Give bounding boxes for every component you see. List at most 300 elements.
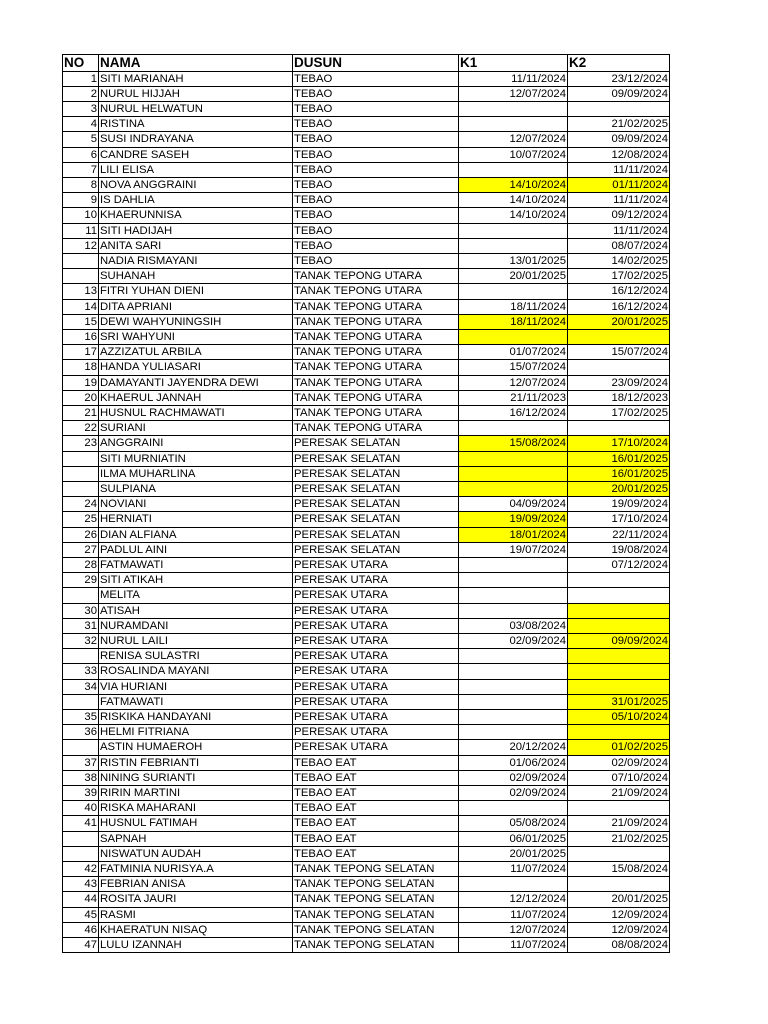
cell-nama[interactable]: NURUL HIJJAH — [99, 86, 293, 101]
cell-no[interactable]: 45 — [63, 907, 99, 922]
cell-nama[interactable]: KHAERUNNISA — [99, 208, 293, 223]
cell-nama[interactable]: NOVIANI — [99, 497, 293, 512]
cell-k1[interactable]: 14/10/2024 — [459, 177, 568, 192]
cell-k2[interactable]: 15/07/2024 — [568, 345, 670, 360]
cell-k2[interactable]: 21/02/2025 — [568, 117, 670, 132]
cell-nama[interactable]: AZZIZATUL ARBILA — [99, 345, 293, 360]
cell-k2[interactable]: 19/08/2024 — [568, 542, 670, 557]
cell-dusun[interactable]: TEBAO EAT — [293, 770, 459, 785]
cell-no[interactable]: 20 — [63, 390, 99, 405]
cell-no[interactable]: 46 — [63, 922, 99, 937]
cell-nama[interactable]: DITA APRIANI — [99, 299, 293, 314]
cell-nama[interactable]: PADLUL AINI — [99, 542, 293, 557]
cell-no[interactable]: 29 — [63, 573, 99, 588]
cell-nama[interactable]: SRI WAHYUNI — [99, 329, 293, 344]
cell-dusun[interactable]: PERESAK SELATAN — [293, 481, 459, 496]
cell-k1[interactable] — [459, 481, 568, 496]
cell-no[interactable]: 6 — [63, 147, 99, 162]
cell-k1[interactable] — [459, 603, 568, 618]
header-dusun[interactable]: DUSUN — [293, 55, 459, 72]
cell-k1[interactable] — [459, 877, 568, 892]
cell-k1[interactable]: 12/07/2024 — [459, 86, 568, 101]
cell-nama[interactable]: SUSI INDRAYANA — [99, 132, 293, 147]
cell-no[interactable]: 16 — [63, 329, 99, 344]
cell-nama[interactable]: ILMA MUHARLINA — [99, 466, 293, 481]
cell-k1[interactable]: 03/08/2024 — [459, 618, 568, 633]
cell-k1[interactable] — [459, 801, 568, 816]
cell-nama[interactable]: RIRIN MARTINI — [99, 786, 293, 801]
cell-k1[interactable]: 11/11/2024 — [459, 71, 568, 86]
cell-dusun[interactable]: TANAK TEPONG UTARA — [293, 314, 459, 329]
cell-no[interactable]: 31 — [63, 618, 99, 633]
cell-dusun[interactable]: TANAK TEPONG SELATAN — [293, 892, 459, 907]
cell-k2[interactable]: 01/11/2024 — [568, 177, 670, 192]
cell-k2[interactable]: 07/10/2024 — [568, 770, 670, 785]
cell-k1[interactable] — [459, 558, 568, 573]
cell-nama[interactable]: ATISAH — [99, 603, 293, 618]
cell-k2[interactable]: 21/02/2025 — [568, 831, 670, 846]
cell-nama[interactable]: SAPNAH — [99, 831, 293, 846]
cell-dusun[interactable]: TANAK TEPONG SELATAN — [293, 862, 459, 877]
cell-k1[interactable]: 01/07/2024 — [459, 345, 568, 360]
cell-nama[interactable]: MELITA — [99, 588, 293, 603]
cell-no[interactable]: 35 — [63, 710, 99, 725]
cell-nama[interactable]: FEBRIAN ANISA — [99, 877, 293, 892]
cell-no[interactable]: 3 — [63, 101, 99, 116]
cell-no[interactable]: 28 — [63, 558, 99, 573]
cell-k1[interactable] — [459, 329, 568, 344]
table-row — [63, 132, 670, 147]
cell-no[interactable]: 38 — [63, 770, 99, 785]
cell-k2[interactable] — [568, 679, 670, 694]
cell-dusun[interactable]: TANAK TEPONG UTARA — [293, 345, 459, 360]
cell-no[interactable]: 5 — [63, 132, 99, 147]
cell-k2[interactable]: 14/02/2025 — [568, 253, 670, 268]
cell-nama[interactable]: SITI HADIJAH — [99, 223, 293, 238]
cell-nama[interactable]: IS DAHLIA — [99, 193, 293, 208]
cell-k1[interactable] — [459, 238, 568, 253]
cell-k1[interactable] — [459, 223, 568, 238]
cell-k1[interactable]: 14/10/2024 — [459, 193, 568, 208]
cell-k1[interactable] — [459, 101, 568, 116]
cell-k2[interactable]: 09/09/2024 — [568, 86, 670, 101]
cell-no[interactable]: 30 — [63, 603, 99, 618]
cell-k1[interactable] — [459, 694, 568, 709]
cell-no[interactable]: 10 — [63, 208, 99, 223]
cell-k1[interactable] — [459, 679, 568, 694]
cell-dusun[interactable]: PERESAK UTARA — [293, 558, 459, 573]
cell-dusun[interactable]: TEBAO — [293, 253, 459, 268]
cell-k1[interactable] — [459, 649, 568, 664]
cell-k1[interactable]: 06/01/2025 — [459, 831, 568, 846]
cell-nama[interactable]: DEWI WAHYUNINGSIH — [99, 314, 293, 329]
cell-nama[interactable]: ASTIN HUMAEROH — [99, 740, 293, 755]
cell-no[interactable]: 42 — [63, 862, 99, 877]
cell-k1[interactable] — [459, 725, 568, 740]
cell-k2[interactable]: 17/10/2024 — [568, 436, 670, 451]
cell-no[interactable]: 44 — [63, 892, 99, 907]
cell-no[interactable] — [63, 694, 99, 709]
cell-dusun[interactable]: TANAK TEPONG UTARA — [293, 390, 459, 405]
cell-k1[interactable]: 18/01/2024 — [459, 527, 568, 542]
cell-k2[interactable]: 23/12/2024 — [568, 71, 670, 86]
cell-no[interactable]: 13 — [63, 284, 99, 299]
cell-nama[interactable]: SITI MARIANAH — [99, 71, 293, 86]
cell-k2[interactable] — [568, 877, 670, 892]
cell-nama[interactable]: SUHANAH — [99, 269, 293, 284]
cell-no[interactable]: 26 — [63, 527, 99, 542]
cell-nama[interactable]: NOVA ANGGRAINI — [99, 177, 293, 192]
cell-no[interactable]: 27 — [63, 542, 99, 557]
cell-k1[interactable]: 20/01/2025 — [459, 269, 568, 284]
table-row — [63, 801, 670, 816]
cell-no[interactable] — [63, 846, 99, 861]
cell-k1[interactable]: 12/07/2024 — [459, 132, 568, 147]
cell-k1[interactable]: 02/09/2024 — [459, 770, 568, 785]
cell-k1[interactable]: 01/06/2024 — [459, 755, 568, 770]
cell-k1[interactable]: 12/12/2024 — [459, 892, 568, 907]
cell-k1[interactable]: 05/08/2024 — [459, 816, 568, 831]
cell-no[interactable]: 36 — [63, 725, 99, 740]
cell-no[interactable]: 11 — [63, 223, 99, 238]
cell-nama[interactable]: KHAERATUN NISAQ — [99, 922, 293, 937]
cell-no[interactable]: 4 — [63, 117, 99, 132]
cell-k1[interactable]: 12/07/2024 — [459, 375, 568, 390]
cell-dusun[interactable]: PERESAK UTARA — [293, 603, 459, 618]
header-nama[interactable]: NAMA — [99, 55, 293, 72]
cell-no[interactable]: 15 — [63, 314, 99, 329]
cell-no[interactable] — [63, 649, 99, 664]
cell-nama[interactable]: ROSITA JAURI — [99, 892, 293, 907]
cell-k2[interactable]: 09/09/2024 — [568, 132, 670, 147]
cell-k1[interactable]: 11/07/2024 — [459, 938, 568, 953]
cell-k2[interactable]: 11/11/2024 — [568, 193, 670, 208]
cell-no[interactable]: 2 — [63, 86, 99, 101]
cell-no[interactable]: 39 — [63, 786, 99, 801]
cell-k2[interactable]: 17/02/2025 — [568, 269, 670, 284]
cell-k2[interactable] — [568, 649, 670, 664]
header-k2[interactable]: K2 — [568, 55, 670, 72]
cell-k1[interactable] — [459, 710, 568, 725]
table-row — [63, 405, 670, 420]
cell-k2[interactable]: 12/08/2024 — [568, 147, 670, 162]
cell-dusun[interactable]: PERESAK UTARA — [293, 618, 459, 633]
cell-dusun[interactable]: TEBAO EAT — [293, 831, 459, 846]
cell-k2[interactable]: 08/07/2024 — [568, 238, 670, 253]
cell-k2[interactable] — [568, 101, 670, 116]
cell-dusun[interactable]: TEBAO — [293, 101, 459, 116]
cell-nama[interactable]: SURIANI — [99, 421, 293, 436]
cell-dusun[interactable]: PERESAK UTARA — [293, 740, 459, 755]
cell-dusun[interactable]: TANAK TEPONG SELATAN — [293, 938, 459, 953]
cell-no[interactable]: 37 — [63, 755, 99, 770]
cell-dusun[interactable]: PERESAK UTARA — [293, 664, 459, 679]
cell-nama[interactable]: ANGGRAINI — [99, 436, 293, 451]
cell-dusun[interactable]: TEBAO EAT — [293, 801, 459, 816]
cell-k2[interactable] — [568, 573, 670, 588]
cell-k1[interactable]: 12/07/2024 — [459, 922, 568, 937]
cell-k2[interactable] — [568, 329, 670, 344]
cell-k2[interactable]: 11/11/2024 — [568, 223, 670, 238]
cell-k1[interactable] — [459, 284, 568, 299]
cell-dusun[interactable]: PERESAK UTARA — [293, 679, 459, 694]
cell-dusun[interactable]: TEBAO — [293, 147, 459, 162]
cell-dusun[interactable]: TEBAO — [293, 132, 459, 147]
cell-k2[interactable]: 23/09/2024 — [568, 375, 670, 390]
cell-nama[interactable]: FITRI YUHAN DIENI — [99, 284, 293, 299]
cell-no[interactable]: 9 — [63, 193, 99, 208]
cell-dusun[interactable]: PERESAK SELATAN — [293, 466, 459, 481]
cell-k1[interactable]: 04/09/2024 — [459, 497, 568, 512]
cell-k1[interactable]: 15/07/2024 — [459, 360, 568, 375]
cell-nama[interactable]: HUSNUL RACHMAWATI — [99, 405, 293, 420]
cell-k2[interactable]: 18/12/2023 — [568, 390, 670, 405]
cell-no[interactable]: 43 — [63, 877, 99, 892]
cell-dusun[interactable]: TANAK TEPONG UTARA — [293, 360, 459, 375]
cell-nama[interactable]: DIAN ALFIANA — [99, 527, 293, 542]
cell-nama[interactable]: RASMI — [99, 907, 293, 922]
cell-dusun[interactable]: PERESAK SELATAN — [293, 527, 459, 542]
cell-k2[interactable]: 16/01/2025 — [568, 451, 670, 466]
cell-dusun[interactable]: PERESAK UTARA — [293, 725, 459, 740]
cell-dusun[interactable]: TANAK TEPONG SELATAN — [293, 877, 459, 892]
cell-dusun[interactable]: TEBAO — [293, 162, 459, 177]
cell-k2[interactable]: 20/01/2025 — [568, 481, 670, 496]
cell-nama[interactable]: FATMINIA NURISYA.A — [99, 862, 293, 877]
cell-dusun[interactable]: PERESAK UTARA — [293, 634, 459, 649]
cell-nama[interactable]: FATMAWATI — [99, 558, 293, 573]
cell-nama[interactable]: HANDA YULIASARI — [99, 360, 293, 375]
cell-k2[interactable]: 07/12/2024 — [568, 558, 670, 573]
cell-no[interactable]: 24 — [63, 497, 99, 512]
cell-k1[interactable]: 13/01/2025 — [459, 253, 568, 268]
cell-k1[interactable]: 02/09/2024 — [459, 634, 568, 649]
cell-nama[interactable]: RISKIKA HANDAYANI — [99, 710, 293, 725]
cell-no[interactable]: 40 — [63, 801, 99, 816]
cell-k2[interactable]: 21/09/2024 — [568, 786, 670, 801]
cell-k2[interactable]: 01/02/2025 — [568, 740, 670, 755]
cell-nama[interactable]: NURUL HELWATUN — [99, 101, 293, 116]
cell-dusun[interactable]: TEBAO — [293, 71, 459, 86]
cell-k2[interactable]: 08/08/2024 — [568, 938, 670, 953]
cell-k2[interactable] — [568, 664, 670, 679]
cell-k2[interactable]: 20/01/2025 — [568, 892, 670, 907]
cell-k1[interactable]: 11/07/2024 — [459, 862, 568, 877]
cell-k1[interactable] — [459, 588, 568, 603]
cell-k1[interactable] — [459, 117, 568, 132]
cell-nama[interactable]: SULPIANA — [99, 481, 293, 496]
cell-k1[interactable] — [459, 421, 568, 436]
cell-k2[interactable] — [568, 360, 670, 375]
cell-dusun[interactable]: TANAK TEPONG SELATAN — [293, 907, 459, 922]
cell-nama[interactable]: NURAMDANI — [99, 618, 293, 633]
cell-k1[interactable]: 21/11/2023 — [459, 390, 568, 405]
cell-no[interactable]: 14 — [63, 299, 99, 314]
cell-no[interactable] — [63, 466, 99, 481]
cell-k2[interactable]: 16/12/2024 — [568, 299, 670, 314]
cell-k2[interactable] — [568, 588, 670, 603]
cell-nama[interactable]: FATMAWATI — [99, 694, 293, 709]
cell-dusun[interactable]: PERESAK UTARA — [293, 710, 459, 725]
cell-k2[interactable]: 22/11/2024 — [568, 527, 670, 542]
header-k1[interactable]: K1 — [459, 55, 568, 72]
cell-nama[interactable]: CANDRE SASEH — [99, 147, 293, 162]
cell-nama[interactable]: SITI MURNIATIN — [99, 451, 293, 466]
cell-k1[interactable]: 19/07/2024 — [459, 542, 568, 557]
cell-nama[interactable]: HUSNUL FATIMAH — [99, 816, 293, 831]
cell-dusun[interactable]: TEBAO — [293, 238, 459, 253]
cell-nama[interactable]: LILI ELISA — [99, 162, 293, 177]
cell-no[interactable]: 22 — [63, 421, 99, 436]
cell-k2[interactable]: 16/01/2025 — [568, 466, 670, 481]
table-row — [63, 542, 670, 557]
cell-no[interactable]: 34 — [63, 679, 99, 694]
cell-no[interactable]: 41 — [63, 816, 99, 831]
cell-k1[interactable] — [459, 451, 568, 466]
cell-k2[interactable] — [568, 603, 670, 618]
cell-dusun[interactable]: TANAK TEPONG UTARA — [293, 269, 459, 284]
cell-dusun[interactable]: PERESAK SELATAN — [293, 542, 459, 557]
cell-dusun[interactable]: TEBAO EAT — [293, 755, 459, 770]
cell-nama[interactable]: KHAERUL JANNAH — [99, 390, 293, 405]
header-no[interactable]: NO — [63, 55, 99, 72]
cell-k2[interactable]: 21/09/2024 — [568, 816, 670, 831]
cell-k2[interactable]: 05/10/2024 — [568, 710, 670, 725]
cell-nama[interactable]: DAMAYANTI JAYENDRA DEWI — [99, 375, 293, 390]
cell-dusun[interactable]: TEBAO — [293, 117, 459, 132]
cell-k2[interactable]: 02/09/2024 — [568, 755, 670, 770]
cell-no[interactable]: 17 — [63, 345, 99, 360]
cell-k2[interactable]: 15/08/2024 — [568, 862, 670, 877]
cell-k2[interactable]: 16/12/2024 — [568, 284, 670, 299]
cell-dusun[interactable]: PERESAK SELATAN — [293, 451, 459, 466]
cell-k1[interactable]: 14/10/2024 — [459, 208, 568, 223]
cell-dusun[interactable]: TANAK TEPONG UTARA — [293, 329, 459, 344]
cell-k1[interactable] — [459, 162, 568, 177]
cell-dusun[interactable]: TEBAO — [293, 208, 459, 223]
cell-k2[interactable]: 31/01/2025 — [568, 694, 670, 709]
cell-no[interactable] — [63, 253, 99, 268]
cell-nama[interactable]: RENISA SULASTRI — [99, 649, 293, 664]
cell-no[interactable] — [63, 588, 99, 603]
cell-k1[interactable]: 16/12/2024 — [459, 405, 568, 420]
cell-k1[interactable] — [459, 664, 568, 679]
cell-dusun[interactable]: TANAK TEPONG UTARA — [293, 421, 459, 436]
cell-nama[interactable]: ROSALINDA MAYANI — [99, 664, 293, 679]
cell-no[interactable] — [63, 481, 99, 496]
cell-k1[interactable]: 02/09/2024 — [459, 786, 568, 801]
cell-k2[interactable]: 12/09/2024 — [568, 907, 670, 922]
cell-no[interactable]: 7 — [63, 162, 99, 177]
cell-nama[interactable]: RISKA MAHARANI — [99, 801, 293, 816]
cell-dusun[interactable]: TANAK TEPONG UTARA — [293, 375, 459, 390]
cell-no[interactable]: 1 — [63, 71, 99, 86]
cell-k2[interactable] — [568, 421, 670, 436]
cell-no[interactable]: 12 — [63, 238, 99, 253]
cell-k1[interactable]: 18/11/2024 — [459, 299, 568, 314]
cell-k2[interactable]: 09/12/2024 — [568, 208, 670, 223]
cell-nama[interactable]: VIA HURIANI — [99, 679, 293, 694]
cell-dusun[interactable]: TEBAO — [293, 223, 459, 238]
cell-k2[interactable] — [568, 801, 670, 816]
cell-nama[interactable]: NINING SURIANTI — [99, 770, 293, 785]
cell-dusun[interactable]: TEBAO — [293, 86, 459, 101]
cell-k2[interactable]: 12/09/2024 — [568, 922, 670, 937]
cell-k2[interactable]: 19/09/2024 — [568, 497, 670, 512]
cell-nama[interactable]: RISTIN FEBRIANTI — [99, 755, 293, 770]
cell-k1[interactable]: 19/09/2024 — [459, 512, 568, 527]
cell-k1[interactable]: 18/11/2024 — [459, 314, 568, 329]
cell-k1[interactable]: 10/07/2024 — [459, 147, 568, 162]
cell-dusun[interactable]: PERESAK UTARA — [293, 588, 459, 603]
cell-dusun[interactable]: PERESAK SELATAN — [293, 512, 459, 527]
cell-k2[interactable]: 17/10/2024 — [568, 512, 670, 527]
cell-no[interactable] — [63, 269, 99, 284]
cell-dusun[interactable]: TANAK TEPONG UTARA — [293, 405, 459, 420]
cell-dusun[interactable]: PERESAK UTARA — [293, 573, 459, 588]
cell-no[interactable]: 21 — [63, 405, 99, 420]
cell-nama[interactable]: NISWATUN AUDAH — [99, 846, 293, 861]
cell-dusun[interactable]: TEBAO EAT — [293, 786, 459, 801]
cell-dusun[interactable]: TEBAO — [293, 177, 459, 192]
cell-dusun[interactable]: PERESAK SELATAN — [293, 436, 459, 451]
cell-nama[interactable]: HELMI FITRIANA — [99, 725, 293, 740]
cell-dusun[interactable]: PERESAK SELATAN — [293, 497, 459, 512]
cell-dusun[interactable]: TANAK TEPONG UTARA — [293, 299, 459, 314]
cell-dusun[interactable]: TEBAO EAT — [293, 846, 459, 861]
cell-k2[interactable] — [568, 725, 670, 740]
cell-nama[interactable]: LULU IZANNAH — [99, 938, 293, 953]
cell-nama[interactable]: HERNIATI — [99, 512, 293, 527]
cell-nama[interactable]: ANITA SARI — [99, 238, 293, 253]
cell-nama[interactable]: NADIA RISMAYANI — [99, 253, 293, 268]
cell-k2[interactable]: 11/11/2024 — [568, 162, 670, 177]
cell-no[interactable]: 18 — [63, 360, 99, 375]
cell-k2[interactable]: 17/02/2025 — [568, 405, 670, 420]
cell-no[interactable]: 33 — [63, 664, 99, 679]
cell-no[interactable]: 25 — [63, 512, 99, 527]
table-row — [63, 284, 670, 299]
cell-no[interactable]: 19 — [63, 375, 99, 390]
cell-dusun[interactable]: TANAK TEPONG UTARA — [293, 284, 459, 299]
cell-k2[interactable] — [568, 618, 670, 633]
cell-k1[interactable]: 11/07/2024 — [459, 907, 568, 922]
cell-no[interactable] — [63, 740, 99, 755]
cell-k2[interactable] — [568, 846, 670, 861]
cell-k2[interactable]: 09/09/2024 — [568, 634, 670, 649]
cell-k2[interactable]: 20/01/2025 — [568, 314, 670, 329]
cell-k1[interactable]: 20/01/2025 — [459, 846, 568, 861]
cell-k1[interactable]: 15/08/2024 — [459, 436, 568, 451]
cell-dusun[interactable]: TANAK TEPONG SELATAN — [293, 922, 459, 937]
cell-dusun[interactable]: PERESAK UTARA — [293, 649, 459, 664]
cell-k1[interactable] — [459, 466, 568, 481]
cell-nama[interactable]: RISTINA — [99, 117, 293, 132]
cell-no[interactable] — [63, 831, 99, 846]
cell-no[interactable]: 47 — [63, 938, 99, 953]
cell-no[interactable]: 32 — [63, 634, 99, 649]
cell-no[interactable] — [63, 451, 99, 466]
cell-dusun[interactable]: TEBAO EAT — [293, 816, 459, 831]
cell-nama[interactable]: NURUL LAILI — [99, 634, 293, 649]
cell-dusun[interactable]: TEBAO — [293, 193, 459, 208]
cell-no[interactable]: 23 — [63, 436, 99, 451]
cell-k1[interactable]: 20/12/2024 — [459, 740, 568, 755]
cell-dusun[interactable]: PERESAK UTARA — [293, 694, 459, 709]
cell-no[interactable]: 8 — [63, 177, 99, 192]
cell-k1[interactable] — [459, 573, 568, 588]
cell-nama[interactable]: SITI ATIKAH — [99, 573, 293, 588]
